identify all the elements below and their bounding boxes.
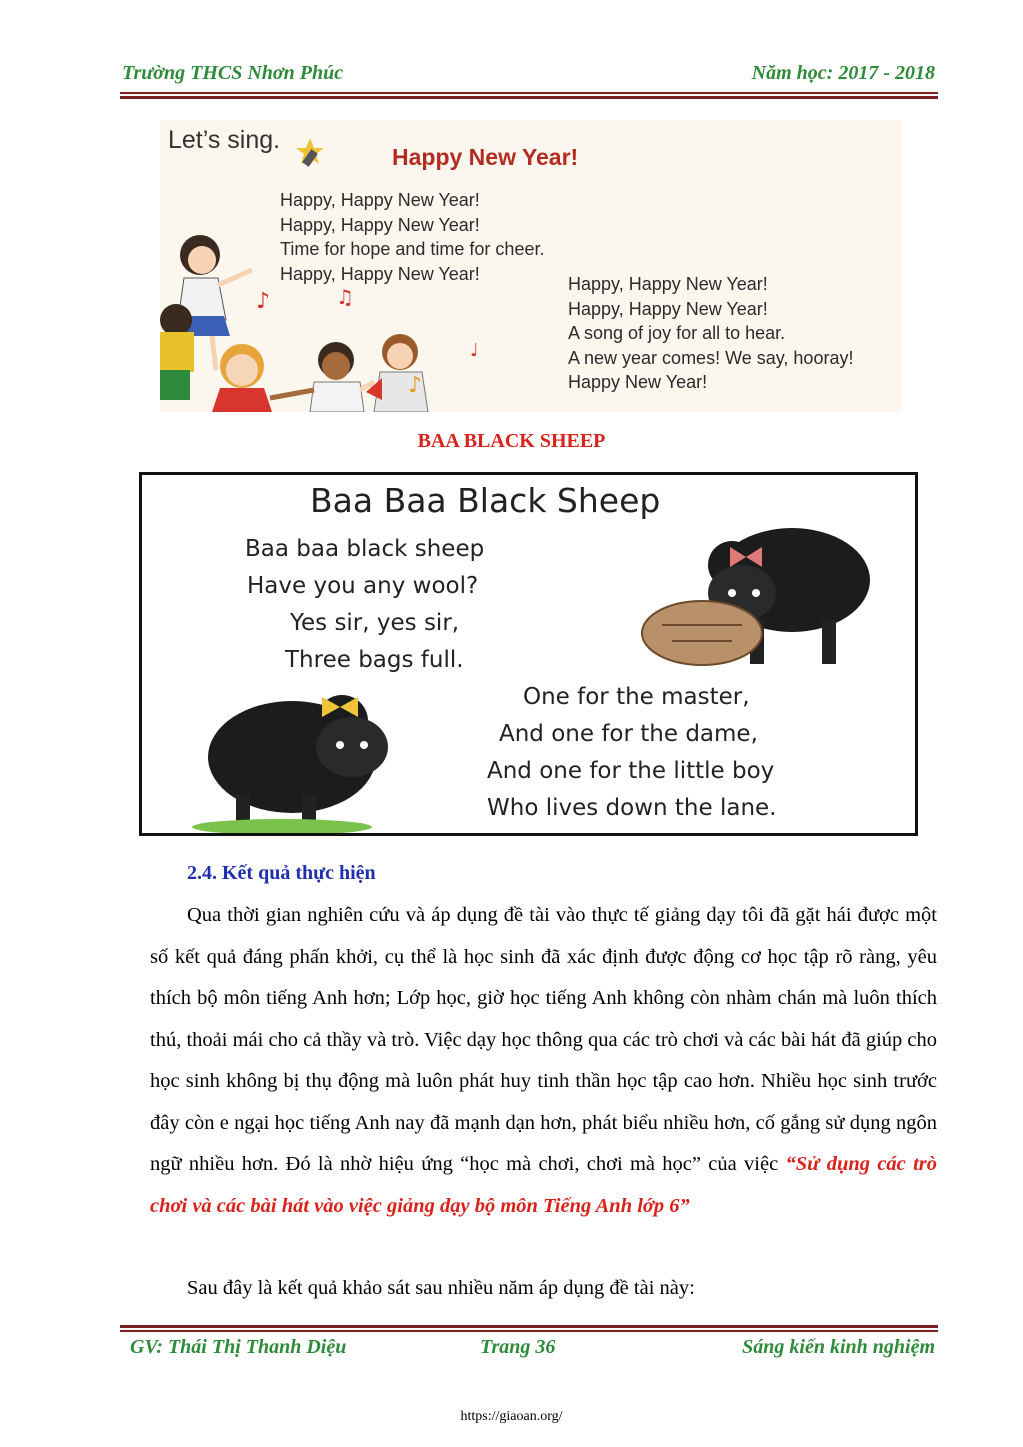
poem-verse-2: [487, 679, 777, 827]
footer-page-number: Trang 36: [480, 1336, 556, 1358]
poem-title: Baa Baa Black Sheep: [310, 481, 661, 520]
song-verse-1: [280, 188, 544, 286]
footer-doc-type: Sáng kiến kinh nghiệm: [742, 1336, 935, 1358]
source-url[interactable]: https://giaoan.org/: [460, 1409, 563, 1424]
footer-author: GV: Thái Thị Thanh Diệu: [130, 1336, 347, 1358]
svg-text:♪: ♪: [256, 289, 271, 314]
survey-intro-paragraph: Sau đây là kết quả khảo sát sau nhiều năm áp dụng đề tài này:: [187, 1277, 695, 1299]
header-school: Trường THCS Nhơn Phúc: [122, 62, 344, 84]
lyric-line: Happy, Happy New Year!: [280, 190, 480, 210]
poem-line: Three bags full.: [285, 647, 464, 673]
baa-baa-black-sheep-illustration: [139, 472, 918, 836]
poem-line: And one for the little boy: [487, 758, 775, 784]
lyric-line: Happy, Happy New Year!: [568, 298, 768, 319]
paragraph-text: Qua thời gian nghiên cứu và áp dụng đề tài vào thực tế giảng dạy tôi đã gặt hái được một số kết quả đáng phấn khởi, cụ thể là học sinh đã xác định được động cơ học tập rõ ràng, yêu thích bộ môn tiếng Anh hơn; Lớp học, giờ học tiếng Anh không còn nhàm chán mà luôn thích thú, thoải mái cho cả thầy và trò. Việc dạy học thông qua các trò chơi và các bài hát đã giúp cho học sinh không bị thụ động mà luôn phát huy tinh thần học tập cao hơn. Nhiều học sinh trước đây còn e ngại học tiếng Anh nay đã mạnh dạn hơn, phát biểu nhiều hơn, cố gắng sử dụng ngôn ngữ nhiều hơn. Đó là nhờ hiệu ứng “học mà chơi, chơi mà học” của việc: [150, 904, 937, 1175]
lyric-line: Happy, Happy New Year!: [568, 274, 768, 294]
figure-caption: BAA BLACK SHEEP: [417, 430, 606, 452]
poem-line: Have you any wool?: [247, 573, 479, 599]
lyric-line: Time for hope and time for cheer.: [280, 239, 545, 259]
svg-text:♩: ♩: [470, 340, 479, 361]
poem-line: Baa baa black sheep: [245, 536, 485, 562]
poem-line: And one for the dame,: [499, 721, 758, 747]
results-paragraph: [150, 895, 937, 1227]
song-title: Happy New Year!: [392, 144, 579, 170]
poem-line: Yes sir, yes sir,: [290, 610, 460, 636]
footer-divider: [120, 1325, 938, 1333]
poem-line: Who lives down the lane.: [487, 795, 777, 821]
lets-sing-label: Let’s sing.: [168, 126, 281, 154]
header-divider: [120, 92, 938, 100]
svg-text:♫: ♫: [336, 285, 354, 309]
poem-verse-1: [245, 531, 484, 679]
topic-title-highlight: “Sử dụng các trò chơi và các bài hát vào việc giảng dạy bộ môn Tiếng Anh lớp 6”: [150, 1153, 938, 1217]
svg-text:♪: ♪: [408, 373, 423, 398]
happy-new-year-illustration: [160, 120, 902, 412]
lyric-line: Happy, Happy New Year!: [280, 214, 480, 235]
header-year: Năm học: 2017 - 2018: [751, 62, 935, 84]
lyric-line: A song of joy for all to hear.: [568, 323, 786, 343]
lyric-line: Happy, Happy New Year!: [280, 263, 480, 284]
lyric-line: A new year comes! We say, hooray!: [568, 347, 854, 368]
poem-line: One for the master,: [523, 684, 750, 710]
song-verse-2: [568, 272, 853, 395]
lyric-line: Happy New Year!: [568, 372, 708, 392]
section-heading: 2.4. Kết quả thực hiện: [187, 862, 376, 884]
